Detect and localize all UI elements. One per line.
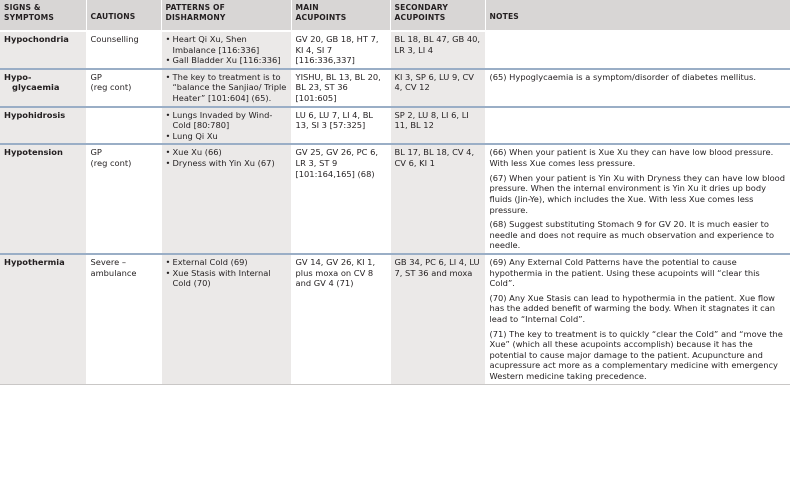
- note-text: (66) When your patient is Xue Xu they can have low blood pressure. With less Xue comes less pressure.: [489, 147, 774, 169]
- note-text: (67) When your patient is Yin Xu with Dryness they can have low blood pressure. When the internal environment is Yin Xu it dries up body fluids (Jin-Ye), which includes the Xue. With less Xue comes less pressure.: [489, 172, 785, 215]
- pattern-item: • External Cold (69): [166, 257, 287, 268]
- patterns-cell: [161, 144, 291, 253]
- pattern-item: • Lung Qi Xu: [166, 131, 287, 142]
- main-acupoints-cell: GV 20, GB 18, HT 7, KI 4, SI 7 [116:336,337]: [291, 31, 390, 69]
- pattern-item: • Dryness with Yin Xu (67): [166, 158, 287, 169]
- cautions-cell: GP (reg cont): [86, 69, 161, 107]
- table-row: [0, 144, 790, 253]
- header-secondary-acupoints: SECONDARY ACUPOINTS: [390, 0, 485, 31]
- patterns-cell: [161, 31, 291, 69]
- table-row: [0, 31, 790, 69]
- secondary-acupoints-cell: KI 3, SP 6, LU 9, CV 4, CV 12: [390, 69, 485, 107]
- cautions-cell: Severe – ambulance: [86, 254, 161, 384]
- note-text: (69) Any External Cold Patterns have the potential to cause hypothermia in the patient. Using these acupoints will “clear this Cold”.: [489, 256, 760, 289]
- secondary-acupoints-cell: SP 2, LU 8, LI 6, LI 11, BL 12: [390, 107, 485, 145]
- notes-cell: [485, 31, 790, 69]
- pattern-item: • Xue Xu (66): [166, 147, 287, 158]
- header-cautions: CAUTIONS: [86, 0, 161, 31]
- symptom-cell: Hypohidrosis: [0, 107, 86, 145]
- header-row: [0, 0, 790, 31]
- notes-cell: [485, 107, 790, 145]
- header-patterns: PATTERNS OF DISHARMONY: [161, 0, 291, 31]
- header-notes: NOTES: [485, 0, 790, 31]
- pattern-item: • Lungs Invaded by Wind-Cold [80:780]: [166, 110, 287, 131]
- note-text: (68) Suggest substituting Stomach 9 for GV 20. It is much easier to needle and does not require as much observation and experience to needle.: [489, 219, 775, 251]
- symptom-cell: Hypo- glycaemia: [0, 69, 86, 107]
- patterns-cell: [161, 107, 291, 145]
- cautions-cell: GP (reg cont): [86, 144, 161, 253]
- secondary-acupoints-cell: GB 34, PC 6, LI 4, LU 7, ST 36 and moxa: [390, 254, 485, 384]
- pattern-item: • The key to treatment is to “balance the Sanjiao/ Triple Heater” [101:604] (65).: [166, 72, 287, 104]
- cautions-cell: [86, 107, 161, 145]
- note-text: (65) Hypoglycaemia is a symptom/disorder of diabetes mellitus.: [489, 71, 756, 82]
- header-main-acupoints: MAIN ACUPOINTS: [291, 0, 390, 31]
- pattern-item: • Gall Bladder Xu [116:336]: [166, 55, 287, 66]
- header-signs: SIGNS & SYMPTOMS: [0, 0, 86, 31]
- pattern-item: • Xue Stasis with Internal Cold (70): [166, 268, 287, 289]
- symptom-cell: Hypothermia: [0, 254, 86, 384]
- main-acupoints-cell: GV 14, GV 26, KI 1, plus moxa on CV 8 and GV 4 (71): [291, 254, 390, 384]
- patterns-cell: [161, 254, 291, 384]
- notes-cell: [485, 254, 790, 384]
- secondary-acupoints-cell: BL 17, BL 18, CV 4, CV 6, KI 1: [390, 144, 485, 253]
- note-text: (70) Any Xue Stasis can lead to hypothermia in the patient. Xue flow has the added benefit of warming the body. When it stagnates it can lead to “Internal Cold”.: [489, 292, 776, 325]
- secondary-acupoints-cell: BL 18, BL 47, GB 40, LR 3, LI 4: [390, 31, 485, 69]
- symptom-cell: Hypotension: [0, 144, 86, 253]
- note-text: (71) The key to treatment is to quickly “clear the Cold” and “move the Xue” (which all these acupoints accomplish) because it has the potential to cause major damage to the patient. Acupuncture and acupressure act more as a complementary medicine with emergency Western medicine taking precedence.: [489, 328, 783, 382]
- table-row: [0, 69, 790, 107]
- notes-cell: [485, 69, 790, 107]
- patterns-cell: [161, 69, 291, 107]
- cautions-cell: Counselling: [86, 31, 161, 69]
- main-acupoints-cell: GV 25, GV 26, PC 6, LR 3, ST 9 [101:164,165] (68): [291, 144, 390, 253]
- pattern-item: • Heart Qi Xu, Shen Imbalance [116:336]: [166, 34, 287, 55]
- main-acupoints-cell: LU 6, LU 7, LI 4, BL 13, SI 3 [57:325]: [291, 107, 390, 145]
- notes-cell: [485, 144, 790, 253]
- table-row: [0, 107, 790, 145]
- symptom-cell: Hypochondria: [0, 31, 86, 69]
- main-acupoints-cell: YISHU, BL 13, BL 20, BL 23, ST 36 [101:605]: [291, 69, 390, 107]
- table-row: [0, 254, 790, 384]
